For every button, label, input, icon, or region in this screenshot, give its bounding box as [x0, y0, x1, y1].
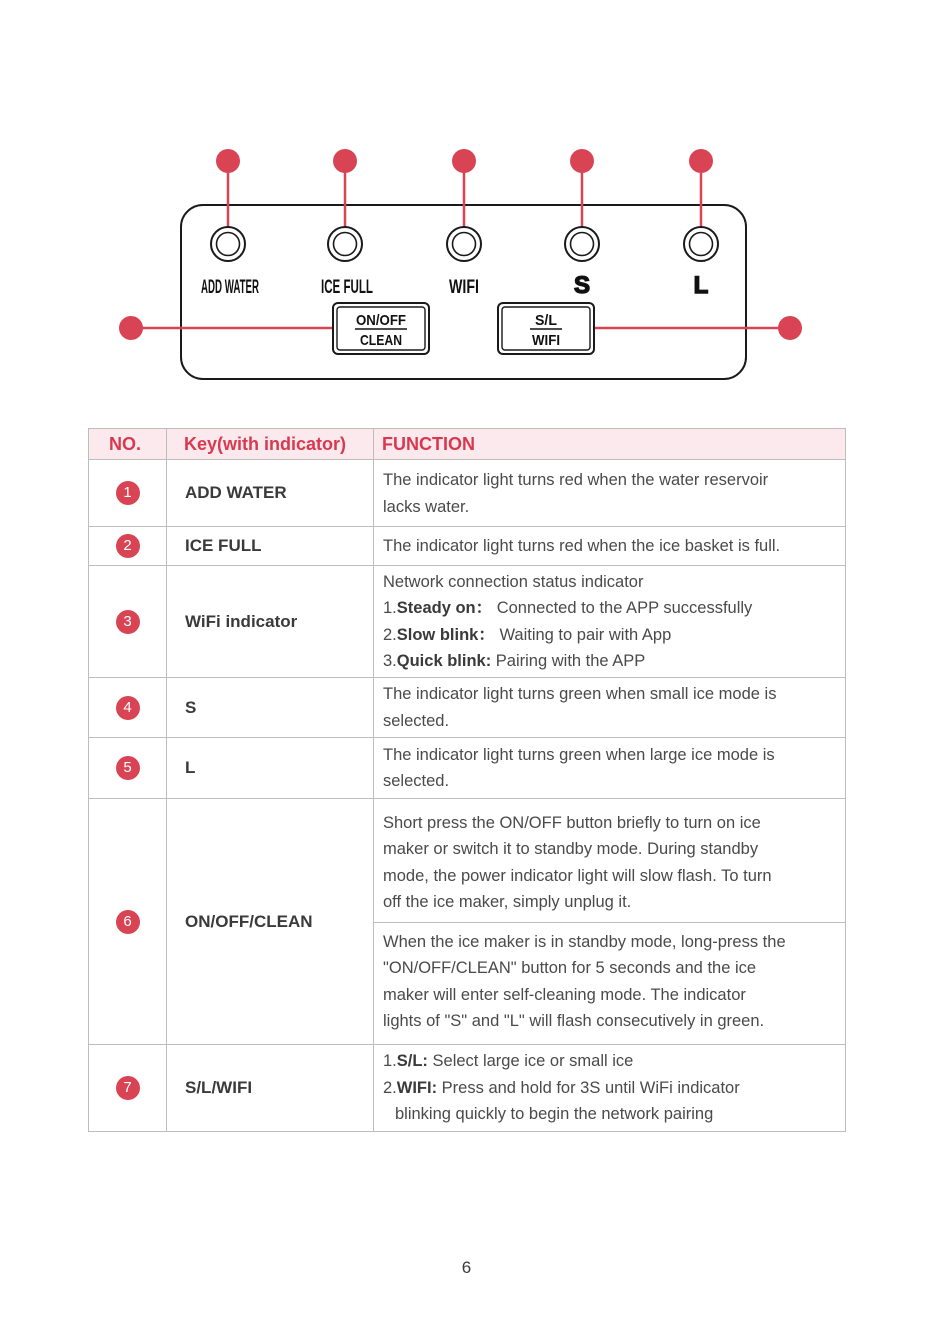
l-label: L [693, 272, 709, 299]
key-cell: WiFi indicator [167, 566, 374, 678]
clean-button-label: CLEAN [360, 332, 402, 349]
key-cell: ON/OFF/CLEAN [167, 799, 374, 1045]
row-number-badge: 5 [116, 756, 140, 780]
header-key: Key(with indicator) [167, 429, 374, 460]
status-item: 3.Quick blink: Pairing with the APP [383, 652, 646, 670]
function-cell: The indicator light turns green when small ice mode is selected. [374, 678, 846, 738]
s-label: S [573, 272, 591, 299]
ice-full-indicator-light [328, 227, 362, 261]
function-cell: 1.S/L: Select large ice or small ice 2.WIFI: Press and hold for 3S until WiFi indicator blinking quickly to begin the network pairing [374, 1045, 846, 1132]
row-number-badge: 6 [116, 910, 140, 934]
l-indicator-light [684, 227, 718, 261]
add-water-indicator-light [211, 227, 245, 261]
row-number-badge: 3 [116, 610, 140, 634]
ice-full-label: ICE FULL [321, 277, 374, 298]
function-cell [374, 799, 846, 1045]
button-item: 1.S/L: Select large ice or small ice [383, 1052, 634, 1071]
row-number-badge: 2 [116, 534, 140, 558]
page-number: 6 [461, 1258, 472, 1277]
table-row [89, 678, 846, 738]
key-cell: L [167, 738, 374, 799]
row-number-badge: 1 [116, 481, 140, 505]
header-function: FUNCTION [374, 429, 846, 460]
status-item: 1.Steady on： Connected to the APP successfully [383, 599, 753, 617]
key-cell: S/L/WIFI [167, 1045, 374, 1132]
row-number-badge: 7 [116, 1076, 140, 1100]
long-press-description: When the ice maker is in standby mode, long-press the "ON/OFF/CLEAN" button for 5 seconds and the ice maker will enter self-cleaning mode. The indicator lights of "S" and "L" will flash consecutively in green. [374, 922, 845, 1035]
table-row [89, 1045, 846, 1132]
add-water-label: ADD WATER [201, 277, 260, 298]
wifi-button-label: WIFI [532, 332, 560, 349]
short-press-description: Short press the ON/OFF button briefly to turn on ice maker or switch it to standby mode. During standby mode, the power indicator light will slow flash. To turn off the ice maker, simply unplug it. [383, 813, 772, 911]
header-no: NO. [89, 429, 167, 460]
function-cell: The indicator light turns red when the water reservoir lacks water. [374, 460, 846, 527]
on-off-clean-button[interactable] [333, 303, 429, 354]
status-item: 2.Slow blink： Waiting to pair with App [383, 625, 672, 644]
key-cell: ADD WATER [167, 460, 374, 527]
s-l-wifi-button[interactable] [498, 303, 594, 354]
table-row [89, 460, 846, 527]
key-cell: S [167, 678, 374, 738]
on-off-button-label: ON/OFF [356, 312, 406, 329]
function-cell: The indicator light turns red when the ice basket is full. [374, 527, 846, 566]
function-cell: The indicator light turns green when large ice mode is selected. [374, 738, 846, 799]
table-row [89, 566, 846, 678]
wifi-indicator-light [447, 227, 481, 261]
function-cell: Network connection status indicator 1.Steady on： Connected to the APP successfully 2.Slow blink： Waiting to pair with App 3.Quick blink: Pairing with the APP [374, 566, 846, 678]
row-number-badge: 4 [116, 696, 140, 720]
table-row [89, 799, 846, 1045]
table-header-row [89, 429, 846, 460]
button-item: 2.WIFI: Press and hold for 3S until WiFi indicator [383, 1078, 740, 1097]
s-l-button-label: S/L [535, 312, 557, 329]
key-cell: ICE FULL [167, 527, 374, 566]
table-row [89, 527, 846, 566]
table-row [89, 738, 846, 799]
function-table [88, 428, 846, 1132]
s-indicator-light [565, 227, 599, 261]
control-panel-diagram [0, 0, 933, 400]
wifi-label: WIFI [449, 277, 479, 298]
